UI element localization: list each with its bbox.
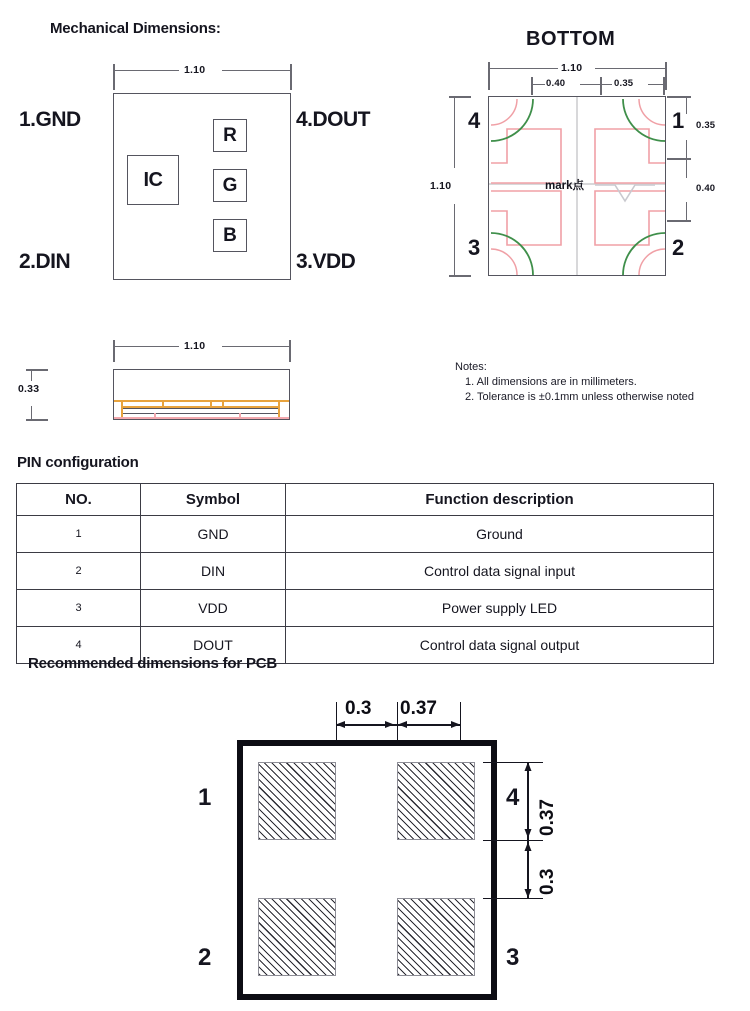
gold-seg-left — [121, 401, 123, 418]
side-dim-line-l — [113, 346, 179, 347]
bottom-pad-number-1: 1 — [672, 108, 685, 133]
bot-h-tick-top — [449, 96, 471, 98]
side-view-diagram — [0, 320, 340, 440]
bot-r-tick-bot — [667, 220, 691, 222]
pcb-dim-horizontal-left: 0.3 — [345, 698, 372, 719]
bot-sub-line-1b — [580, 84, 600, 85]
bottom-pad-number-2: 2 — [672, 235, 685, 260]
pad-outline-tr — [595, 129, 665, 183]
bottom-pad-width-right: 0.35 — [614, 78, 634, 89]
side-h-tick-t — [26, 369, 48, 371]
side-h-line-b — [31, 406, 32, 420]
dim-line-left — [113, 70, 179, 71]
cell-description: Control data signal input — [286, 553, 714, 590]
pin-configuration-table — [16, 483, 714, 664]
bot-r-line-1b — [686, 140, 687, 158]
bot-sub-tick-3 — [663, 77, 665, 95]
pcb-dim-vertical-top: 0.37 — [537, 799, 558, 836]
mechanical-dimensions-title: Mechanical Dimensions: — [50, 20, 221, 37]
side-body-outline — [113, 369, 290, 420]
inner-line-2 — [123, 413, 278, 414]
pin-label-vdd: 3.VDD — [296, 250, 356, 273]
bottom-pad-number-3: 3 — [468, 235, 481, 260]
bottom-overall-height: 1.10 — [430, 180, 452, 192]
notes-block — [455, 360, 694, 405]
cell-symbol: DIN — [141, 553, 286, 590]
pcb-pad-bottom-right — [397, 898, 475, 976]
pin-label-gnd: 1.GND — [19, 108, 81, 131]
cell-no: 3 — [17, 590, 141, 627]
bot-sub-line-2b — [648, 84, 663, 85]
side-h-tick-b — [26, 419, 48, 421]
arc-pink-bl — [491, 249, 517, 275]
bot-r-line-2b — [686, 202, 687, 220]
table-row — [17, 553, 714, 590]
side-dim-line-r — [222, 346, 290, 347]
pcb-pad-number-1: 1 — [198, 784, 212, 811]
cell-symbol: DOUT — [141, 627, 286, 664]
pcb-dim-horizontal-right: 0.37 — [400, 698, 437, 719]
dim-line-right — [222, 70, 291, 71]
pcb-dim-vertical-bottom: 0.3 — [537, 868, 558, 895]
bot-r-tick-top — [667, 96, 691, 98]
bottom-body-outline — [488, 96, 666, 276]
pink-tick-b — [239, 413, 241, 418]
pcb-pad-top-left — [258, 762, 336, 840]
gold-band-top — [114, 400, 289, 402]
package-top-view-diagram — [0, 0, 420, 300]
pink-base-line — [114, 417, 289, 419]
pcb-pad-bottom-left — [258, 898, 336, 976]
pcb-pad-number-4: 4 — [506, 784, 520, 811]
bottom-pad-height-top: 0.35 — [696, 120, 716, 131]
bot-r-line-2a — [686, 158, 687, 178]
gold-seg-right — [278, 401, 280, 418]
pcb-pad-number-3: 3 — [506, 944, 520, 971]
ic-block: IC — [127, 155, 179, 205]
side-dim-tick-l — [113, 340, 115, 362]
dim-tick-left — [113, 64, 115, 90]
pin-label-din: 2.DIN — [19, 250, 71, 273]
notes-item-2: 2. Tolerance is ±0.1mm unless otherwise noted — [465, 391, 695, 403]
mark-notch-icon — [595, 185, 655, 201]
pcb-pad-number-2: 2 — [198, 944, 212, 971]
dim-tick-right — [290, 64, 292, 90]
arc-green-tl — [491, 99, 533, 141]
arc-green-br — [623, 233, 665, 275]
cell-no: 2 — [17, 553, 141, 590]
header-function: Function description — [286, 484, 714, 516]
side-dim-tick-r — [289, 340, 291, 362]
pin-label-dout: 4.DOUT — [296, 108, 371, 131]
notes-item-1: 1. All dimensions are in millimeters. — [465, 376, 637, 388]
bot-sub-line-2a — [600, 84, 612, 85]
cell-symbol: GND — [141, 516, 286, 553]
notes-heading: Notes: — [455, 361, 487, 373]
pin-configuration-title: PIN configuration — [17, 454, 139, 471]
led-die-g: G — [213, 169, 247, 202]
package-width-dim: 1.10 — [184, 64, 206, 76]
header-no: NO. — [17, 484, 141, 516]
arc-pink-br — [639, 249, 665, 275]
bot-h-line-top — [454, 96, 455, 168]
bottom-view-diagram — [420, 0, 750, 300]
pad-outline-br — [595, 191, 665, 245]
pad-outline-tl — [491, 129, 561, 183]
bottom-pad-width-left: 0.40 — [546, 78, 566, 89]
led-die-r: R — [213, 119, 247, 152]
header-symbol: Symbol — [141, 484, 286, 516]
pcb-dim-arrowheads-h — [333, 718, 473, 732]
bot-dim-tick-left — [488, 62, 490, 90]
cell-description: Control data signal output — [286, 627, 714, 664]
arc-green-tr — [623, 99, 665, 141]
cell-no: 1 — [17, 516, 141, 553]
bottom-overall-width: 1.10 — [561, 62, 583, 74]
cell-no: 4 — [17, 627, 141, 664]
bot-dim-line-l — [488, 68, 558, 69]
bot-r-tick-mid — [667, 158, 691, 160]
bottom-pad-number-4: 4 — [468, 108, 481, 133]
bot-sub-tick-2 — [600, 77, 602, 95]
pad-outline-bl — [491, 191, 561, 245]
bot-r-line-1a — [686, 96, 687, 114]
bot-h-tick-bot — [449, 275, 471, 277]
cell-symbol: VDD — [141, 590, 286, 627]
bot-sub-tick-1 — [531, 77, 533, 95]
side-h-line-t — [31, 369, 32, 381]
inner-line-1 — [123, 408, 278, 409]
bottom-view-title: BOTTOM — [526, 28, 616, 50]
table-header-row — [17, 484, 714, 516]
led-die-b: B — [213, 219, 247, 252]
pink-tick-a — [154, 413, 156, 418]
arc-pink-tl — [491, 99, 517, 125]
arc-pink-tr — [639, 99, 665, 125]
pcb-pad-top-right — [397, 762, 475, 840]
bot-sub-line-1a — [531, 84, 545, 85]
bot-dim-line-r — [595, 68, 665, 69]
pin-configuration-table-wrap — [16, 483, 714, 664]
pcb-dimensions-title: Recommended dimensions for PCB — [28, 655, 278, 672]
table-row — [17, 590, 714, 627]
bot-h-line-bot — [454, 204, 455, 276]
bottom-pad-height-bottom: 0.40 — [696, 183, 716, 194]
side-height-dim: 0.33 — [18, 383, 40, 395]
cell-description: Power supply LED — [286, 590, 714, 627]
arc-green-bl — [491, 233, 533, 275]
mark-label: mark点 — [545, 180, 584, 192]
pcb-dim-arrowheads-v — [520, 758, 536, 908]
cell-description: Ground — [286, 516, 714, 553]
side-width-dim: 1.10 — [184, 340, 206, 352]
bot-dim-tick-right — [665, 62, 667, 90]
table-row — [17, 516, 714, 553]
pcb-footprint-diagram — [0, 680, 750, 1011]
